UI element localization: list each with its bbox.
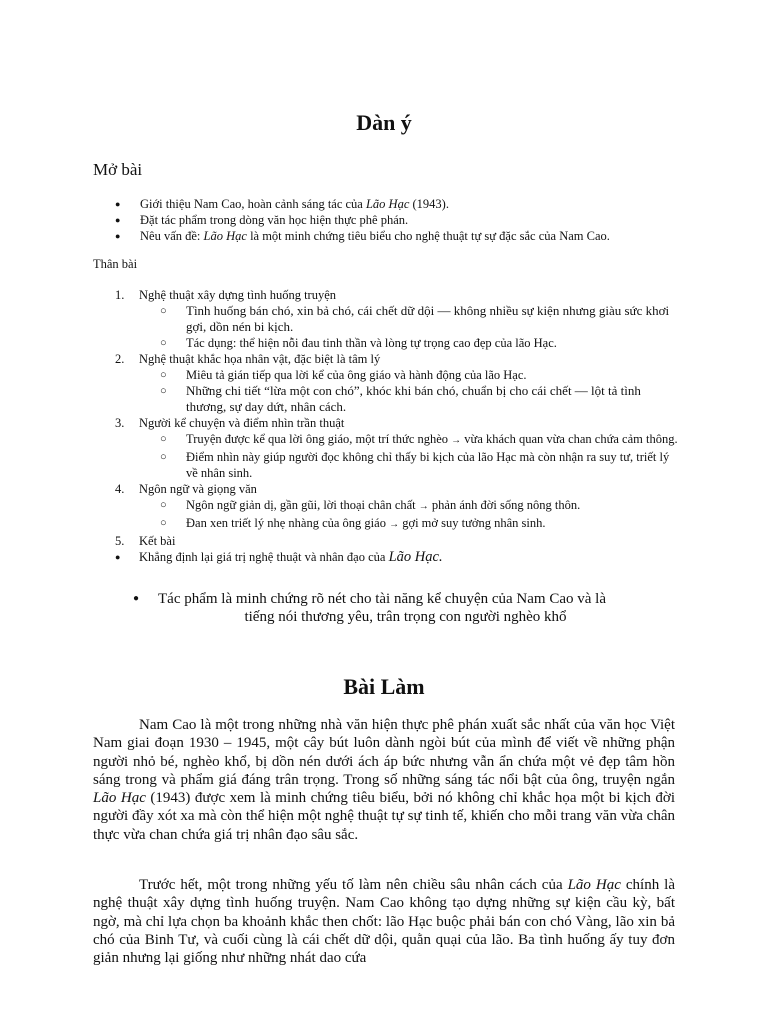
- paragraph-text: Trước hết, một trong những yếu tố làm nên chiều sâu nhân cách của: [139, 877, 568, 893]
- sub-item-text: Ngôn ngữ giản dị, gần gũi, lời thoại chân chất: [186, 498, 419, 512]
- section-heading: [93, 481, 678, 497]
- item-text: Giới thiệu Nam Cao, hoàn cảnh sáng tác của: [140, 197, 366, 211]
- sub-item: ○ Điểm nhìn này giúp người đọc không chỉ thấy bi kịch của lão Hạc mà còn nhận ra suy tư, triết lý về nhân sinh.: [93, 449, 678, 481]
- section-title: Người kể chuyện và điểm nhìn trần thuật: [139, 416, 345, 430]
- item-text: là một minh chứng tiêu biểu cho nghệ thuật tự sự đặc sắc của Nam Cao.: [246, 229, 610, 243]
- section-heading: [93, 415, 678, 431]
- item-text: .: [438, 549, 443, 565]
- essay-title: Bài Làm: [343, 674, 425, 699]
- work-title: Lão Hạc: [203, 229, 247, 243]
- section-heading: [93, 287, 678, 303]
- sub-item: [93, 497, 678, 515]
- arrow-icon: →: [451, 435, 462, 446]
- item-text: (1943).: [409, 197, 449, 211]
- arrow-icon: →: [418, 501, 429, 512]
- conclusion-bullet: [133, 590, 678, 626]
- bullet-icon: ●: [133, 593, 140, 604]
- work-title: Lão Hạc: [365, 197, 410, 211]
- list-item: [115, 212, 610, 228]
- section-number: 1.: [115, 288, 125, 302]
- work-title: Lão Hạc: [567, 877, 621, 893]
- sub-item: [93, 431, 678, 449]
- conclusion-line: tiếng nói thương yêu, trân trọng con người nghèo khổ: [244, 609, 567, 625]
- essay-paragraph: [93, 876, 675, 967]
- sub-item-text: Truyện được kể qua lời ông giáo, một trí thức nghèo: [186, 432, 452, 446]
- section-title: Nghệ thuật khắc họa nhân vật, đặc biệt là tâm lý: [139, 352, 381, 366]
- sub-item-text: gợi mở suy tưởng nhân sinh.: [399, 516, 546, 530]
- sub-item: [93, 515, 678, 533]
- sub-item: ○ Tình huống bán chó, xin bả chó, cái chết dữ dội — không nhiều sự kiện nhưng giàu sức khơi gợi, dồn nén bi kịch.: [93, 303, 678, 335]
- section-number: 5.: [115, 534, 125, 548]
- paragraph-text: Nam Cao là một trong những nhà văn hiện thực phê phán xuất sắc nhất của văn học Việt Nam giai đoạn 1930 – 1945, một cây bút luôn dành ngòi bút của mình để viết về những phận người nhỏ bé, nghèo khổ, bị dồn nén dưới ách áp bức nhưng vẫn ẩn chứa một vẻ đẹp tâm hồn sáng trong và phẩm giá đáng trân trọng. Trong số những sáng tác nổi bật của ông, truyện ngắn: [93, 717, 675, 788]
- than-bai-outline: [93, 287, 678, 565]
- ket-bai-item: [93, 549, 678, 565]
- list-item: [115, 196, 610, 212]
- sub-list: [93, 431, 678, 481]
- item-text: Nêu vấn đề:: [140, 229, 204, 243]
- than-bai-heading: Thân bài: [93, 257, 138, 271]
- section-title: Ngôn ngữ và giọng văn: [139, 482, 257, 496]
- list-item: [115, 228, 610, 244]
- section-heading: [93, 351, 678, 367]
- sub-item-text: Đan xen triết lý nhẹ nhàng của ông giáo: [186, 516, 390, 530]
- sub-item: ○ Miêu tả gián tiếp qua lời kể của ông giáo và hành động của lão Hạc.: [93, 367, 678, 383]
- section-number: 4.: [115, 482, 125, 496]
- item-text: Khẳng định lại giá trị nghệ thuật và nhân đạo của: [139, 550, 389, 564]
- section-title: Kết bài: [139, 534, 176, 548]
- sub-item: ○ Tác dụng: thể hiện nỗi đau tinh thần và lòng tự trọng cao đẹp của lão Hạc.: [93, 335, 678, 351]
- mo-bai-list: [115, 196, 610, 244]
- work-title: Lão Hạc: [388, 549, 439, 565]
- mo-bai-heading: Mở bài: [93, 160, 143, 179]
- sub-item: ○ Những chi tiết “lừa một con chó”, khóc khi bán chó, chuẩn bị cho cái chết — lột tả tình thương, sự day dứt, nhân cách.: [93, 383, 678, 415]
- sub-item-text: vừa khách quan vừa chan chứa cảm thông.: [461, 432, 678, 446]
- paragraph-text: (1943) được xem là minh chứng tiêu biểu, bởi nó không chỉ khắc họa một bi kịch đời người đầy xót xa mà còn thể hiện một nghệ thuật tự sự tinh tế, khiến cho mỗi trang văn vừa chân thực vừa chan chứa giá trị nhân đạo sâu sắc.: [93, 790, 675, 843]
- page-title: Dàn ý: [356, 110, 412, 135]
- conclusion-line: Tác phẩm là minh chứng rõ nét cho tài năng kể chuyện của Nam Cao và là: [158, 591, 606, 607]
- sub-list: [93, 497, 678, 533]
- section-title: Nghệ thuật xây dựng tình huống truyện: [139, 288, 337, 302]
- section-number: 2.: [115, 352, 125, 366]
- sub-list: [93, 303, 678, 351]
- sub-list: [93, 367, 678, 415]
- arrow-icon: →: [389, 519, 400, 530]
- work-title: Lão Hạc: [93, 790, 146, 807]
- item-text: Đặt tác phẩm trong dòng văn học hiện thực phê phán.: [140, 213, 409, 227]
- essay-paragraph: [93, 716, 675, 844]
- paragraph-text: chính là nghệ thuật xây dựng tình huống truyện. Nam Cao không tạo dựng những sự kiện cầu kỳ, bất ngờ, mà chỉ lựa chọn ba khoảnh khắc then chốt: lão Hạc buộc phải bán con chó Vàng, lão xin bả chó của Binh Tư, và cuối cùng là cái chết dữ dội, quằn quại của lão. Ba tình huống ấy tuy đơn giản nhưng lại giống như những nhát dao cứa: [93, 877, 676, 967]
- section-heading: [93, 533, 678, 549]
- section-number: 3.: [115, 416, 125, 430]
- sub-item-text: phản ánh đời sống nông thôn.: [428, 498, 581, 512]
